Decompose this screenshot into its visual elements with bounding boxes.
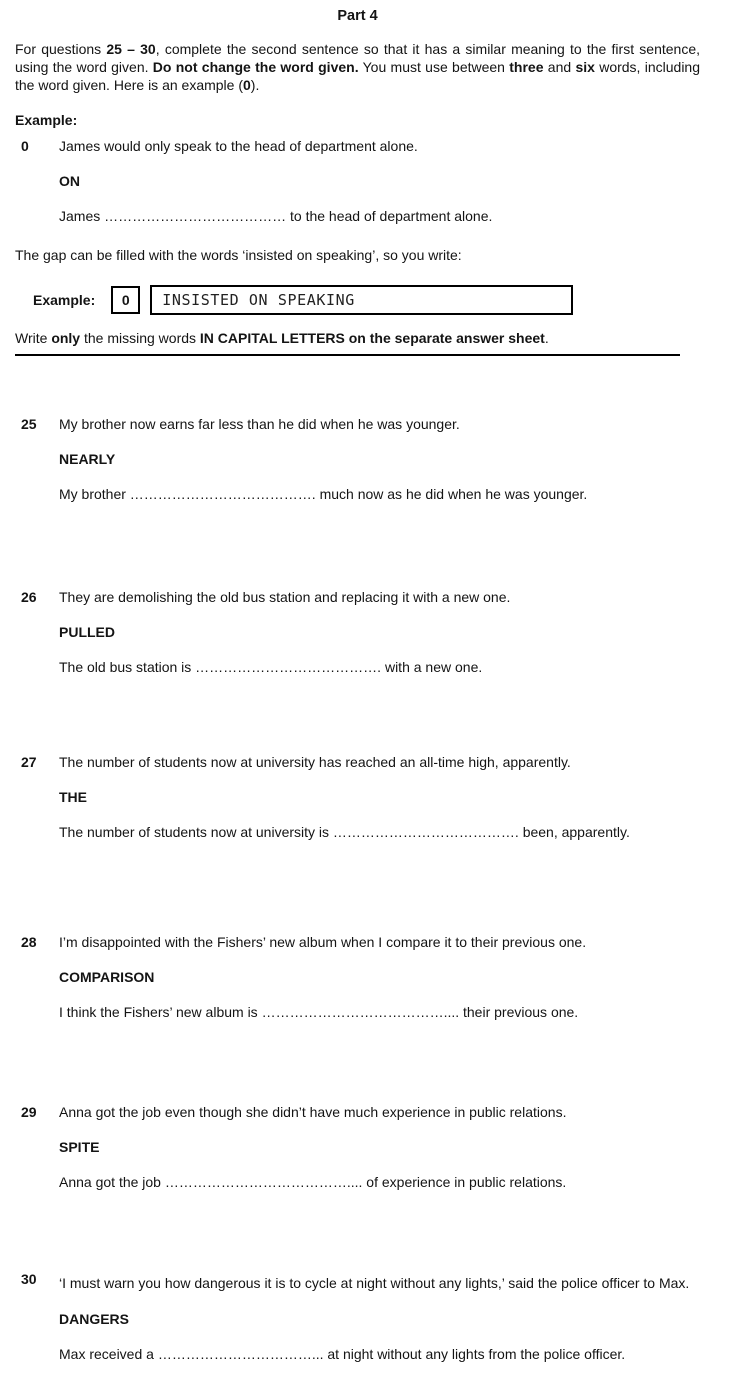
instructions-text: and [543,59,576,75]
question-number: 28 [21,934,37,950]
question-body [59,587,700,678]
question-keyword: DANGERS [59,1311,130,1327]
page-title: Part 4 [337,8,378,24]
instructions-text: ). [250,77,260,93]
section-divider [15,354,680,356]
example-note: The gap can be filled with the words ‘insisted on speaking’, so you write: [15,247,462,263]
question-28 [15,932,700,1023]
question-sentence: The number of students now at university has reached an all-time high, apparently. [59,754,571,770]
question-keyword: THE [59,789,87,805]
instructions-text: You must use between [358,59,510,75]
write-instruction-emphasis: only [51,330,81,346]
instructions-paragraph [15,40,700,94]
example-question [15,136,700,227]
question-body [59,932,700,1023]
instructions-question-range: 25 – 30 [106,41,156,57]
question-body [59,414,700,505]
question-number: 29 [21,1104,37,1120]
question-26 [15,587,700,678]
question-keyword: ON [59,173,80,189]
write-instruction-emphasis: IN CAPITAL LETTERS on the separate answer sheet [199,330,545,346]
question-gap-sentence: I think the Fishers’ new album is ………………………………….... their previous one. [59,1004,579,1020]
question-sentence: ‘I must warn you how dangerous it is to cycle at night without any lights,’ said the police officer to Max. [59,1275,690,1291]
example-answer-number-box: 0 [111,286,140,314]
question-sentence: They are demolishing the old bus station and replacing it with a new one. [59,589,511,605]
write-instruction [15,328,700,349]
example-answer-row [15,285,700,315]
question-gap-sentence: The number of students now at university is …………………………………. been, apparently. [59,824,630,840]
question-gap-sentence: Max received a ……………………………... at night without any lights from the police officer. [59,1346,626,1362]
question-gap-sentence: Anna got the job ………………………………….... of experience in public relations. [59,1174,567,1190]
question-body [59,752,700,843]
question-number: 26 [21,589,37,605]
instructions-text: For questions [15,41,107,57]
question-27 [15,752,700,843]
question-keyword: COMPARISON [59,969,155,985]
question-sentence: Anna got the job even though she didn’t have much experience in public relations. [59,1104,567,1120]
instructions-emphasis: three [509,59,544,75]
question-number: 30 [21,1271,37,1287]
example-heading: Example: [15,112,78,128]
question-body [59,1102,700,1193]
question-keyword: NEARLY [59,451,116,467]
question-number: 25 [21,416,37,432]
question-keyword: PULLED [59,624,115,640]
question-sentence: I’m disappointed with the Fishers’ new album when I compare it to their previous one. [59,934,587,950]
write-instruction-text: . [544,330,549,346]
question-sentence: My brother now earns far less than he did when he was younger. [59,416,460,432]
question-number: 0 [21,138,29,154]
question-body [59,136,700,227]
question-gap-sentence: The old bus station is …………………………………. with a new one. [59,659,483,675]
question-sentence: James would only speak to the head of department alone. [59,138,418,154]
instructions-text: words, including the word given. Here is an example ( [15,59,700,93]
question-body [59,1269,700,1365]
question-30 [15,1269,700,1365]
write-instruction-text: Write [15,330,52,346]
question-25 [15,414,700,505]
question-gap-sentence: My brother …………………………………. much now as he did when he was younger. [59,486,588,502]
question-gap-sentence: James ………………………………… to the head of department alone. [59,208,493,224]
instructions-text: , complete the second sentence so that it has a similar meaning to the first sentence, using the word given. [15,41,701,75]
instructions-emphasis: six [575,59,595,75]
question-keyword: SPITE [59,1139,100,1155]
instructions-emphasis: Do not change the word given. [152,59,359,75]
question-number: 27 [21,754,37,770]
example-answer-label: Example: [33,291,96,308]
instructions-example-number: 0 [243,77,251,93]
write-instruction-text: the missing words [80,330,200,346]
question-29 [15,1102,700,1193]
example-answer-box: INSISTED ON SPEAKING [150,285,573,315]
